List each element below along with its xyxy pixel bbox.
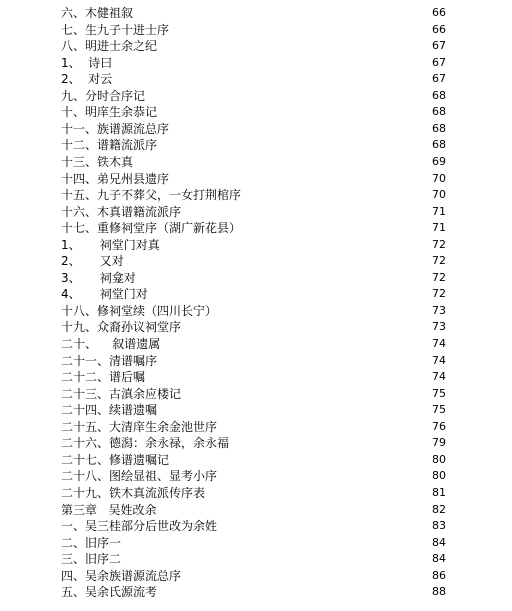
toc-entry-title: 二十九、铁木真流派传序表 <box>61 485 206 500</box>
toc-entry-title: 2、 又对 <box>61 254 124 269</box>
toc-entry-title: 1、 诗曰 <box>61 55 113 70</box>
toc-entry-title: 八、明进士余之纪 <box>61 39 158 54</box>
toc-entry <box>0 170 512 188</box>
toc-entry-title: 三、旧序二 <box>61 552 122 567</box>
toc-entry <box>0 252 512 270</box>
toc-entry-page-number: 68 <box>432 121 446 135</box>
toc-entry-page-number: 74 <box>432 353 446 367</box>
toc-entry <box>0 103 512 121</box>
toc-entry-title: 十二、谱籍流派序 <box>61 138 158 153</box>
toc-entry <box>0 136 512 154</box>
toc-entry-page-number: 80 <box>432 469 446 483</box>
toc-entry <box>0 54 512 72</box>
toc-entry <box>0 186 512 204</box>
toc-entry-title: 十三、铁木真 <box>61 154 134 169</box>
toc-entry-page-number: 67 <box>432 72 446 86</box>
toc-entry-title: 二十八、图绘显祖、显考小序 <box>61 469 218 484</box>
toc-entry-title: 1、 祠堂门对真 <box>61 237 160 252</box>
toc-entry-page-number: 75 <box>432 386 446 400</box>
toc-entry-page-number: 73 <box>432 320 446 334</box>
toc-entry-page-number: 68 <box>432 105 446 119</box>
toc-entry-page-number: 84 <box>432 535 446 549</box>
toc-entry <box>0 219 512 237</box>
toc-entry-title: 十六、木真谱籍流派序 <box>61 204 182 219</box>
toc-entry-page-number: 88 <box>432 585 446 599</box>
toc-entry <box>0 567 512 585</box>
toc-entry-title: 二、旧序一 <box>61 535 122 550</box>
toc-entry <box>0 153 512 171</box>
toc-entry <box>0 203 512 221</box>
toc-entry-title: 3、 祠龛对 <box>61 270 136 285</box>
toc-entry-title: 4、 祠堂门对 <box>61 287 148 302</box>
toc-entry-title: 十九、众裔孙议祠堂序 <box>61 320 182 335</box>
toc-entry-page-number: 72 <box>432 270 446 284</box>
toc-entry-title: 四、吴余族谱源流总序 <box>61 568 182 583</box>
toc-entry <box>0 418 512 436</box>
toc-entry-page-number: 67 <box>432 55 446 69</box>
toc-entry-title: 七、生九子十进士序 <box>61 22 170 37</box>
toc-entry-title: 十八、修祠堂续（四川长宁） <box>61 303 218 318</box>
toc-entry-page-number: 82 <box>432 502 446 516</box>
toc-entry-page-number: 66 <box>432 22 446 36</box>
toc-entry-title: 一、吴三桂部分后世改为余姓 <box>61 519 218 534</box>
toc-entry-page-number: 67 <box>432 39 446 53</box>
toc-entry-title: 二十六、德潟：余永禄，余永福 <box>61 436 230 451</box>
toc-entry <box>0 501 512 519</box>
toc-entry-page-number: 76 <box>432 419 446 433</box>
toc-entry-page-number: 74 <box>432 370 446 384</box>
toc-entry-title: 二十七、修谱遗嘱记 <box>61 452 170 467</box>
toc-entry-page-number: 84 <box>432 552 446 566</box>
toc-entry <box>0 37 512 55</box>
toc-entry-page-number: 79 <box>432 436 446 450</box>
toc-entry-page-number: 72 <box>432 287 446 301</box>
toc-entry-page-number: 70 <box>432 171 446 185</box>
toc-entry-title: 十七、重修祠堂序（湖广新花县） <box>61 221 242 236</box>
toc-entry-page-number: 83 <box>432 519 446 533</box>
toc-entry-title: 十四、弟兄州县遗序 <box>61 171 170 186</box>
toc-entry-page-number: 66 <box>432 6 446 19</box>
toc-entry-title: 二十三、古滇余应楼记 <box>61 386 182 401</box>
toc-entry-title: 九、分时合序记 <box>61 88 146 103</box>
toc-entry <box>0 21 512 39</box>
toc-entry-page-number: 81 <box>432 485 446 499</box>
toc-entry <box>0 269 512 287</box>
toc-entry <box>0 451 512 469</box>
toc-entry-page-number: 68 <box>432 138 446 152</box>
toc-entry <box>0 484 512 502</box>
toc-entry <box>0 401 512 419</box>
toc-entry-title: 二十一、清谱嘱序 <box>61 353 158 368</box>
toc-entry-page-number: 73 <box>432 303 446 317</box>
toc-entry <box>0 550 512 568</box>
toc-entry-page-number: 69 <box>432 154 446 168</box>
toc-entry-title: 第三章 吴姓改余 <box>61 502 157 517</box>
toc-entry <box>0 352 512 370</box>
toc-entry-page-number: 80 <box>432 452 446 466</box>
toc-entry-title: 二十五、大清庠生余金池世序 <box>61 419 218 434</box>
toc-entry-title: 二十四、续谱遗嘱 <box>61 403 158 418</box>
toc-entry <box>0 285 512 303</box>
toc-entry-page-number: 68 <box>432 88 446 102</box>
toc-entry <box>0 120 512 138</box>
toc-entry <box>0 87 512 105</box>
toc-entry-title: 十一、族谱源流总序 <box>61 121 170 136</box>
toc-entry <box>0 236 512 254</box>
toc-entry-page-number: 72 <box>432 237 446 251</box>
toc-entry <box>0 335 512 353</box>
toc-entry <box>0 583 512 601</box>
toc-entry <box>0 517 512 535</box>
toc-entry <box>0 385 512 403</box>
toc-entry-title: 六、木健祖叙 <box>61 6 134 20</box>
toc-entry-page-number: 70 <box>432 188 446 202</box>
toc-entry-page-number: 74 <box>432 337 446 350</box>
toc-entry-title: 二十、 叙谱遗属 <box>61 337 161 351</box>
toc-entry-page-number: 86 <box>432 568 446 582</box>
toc-entry-page-number: 75 <box>432 403 446 417</box>
toc-entry <box>0 434 512 452</box>
toc-entry-title: 二十二、谱后嘱 <box>61 370 146 385</box>
toc-entry-page-number: 71 <box>432 221 446 235</box>
toc-entry-title: 十、明庠生余恭记 <box>61 105 158 120</box>
toc-entry-page-number: 72 <box>432 254 446 268</box>
toc-entry-page-number: 71 <box>432 204 446 218</box>
toc-entry <box>0 368 512 386</box>
toc-entry <box>0 318 512 336</box>
toc-entry-title: 十五、九子不葬父，一女打荆棺序 <box>61 188 242 203</box>
toc-entry <box>0 4 512 22</box>
toc-entry <box>0 534 512 552</box>
toc-entry <box>0 70 512 88</box>
toc-entry <box>0 467 512 485</box>
toc-entry-title: 五、吴余氏源流考 <box>61 585 158 600</box>
toc-entry <box>0 302 512 320</box>
toc-entry-title: 2、 对云 <box>61 72 113 87</box>
